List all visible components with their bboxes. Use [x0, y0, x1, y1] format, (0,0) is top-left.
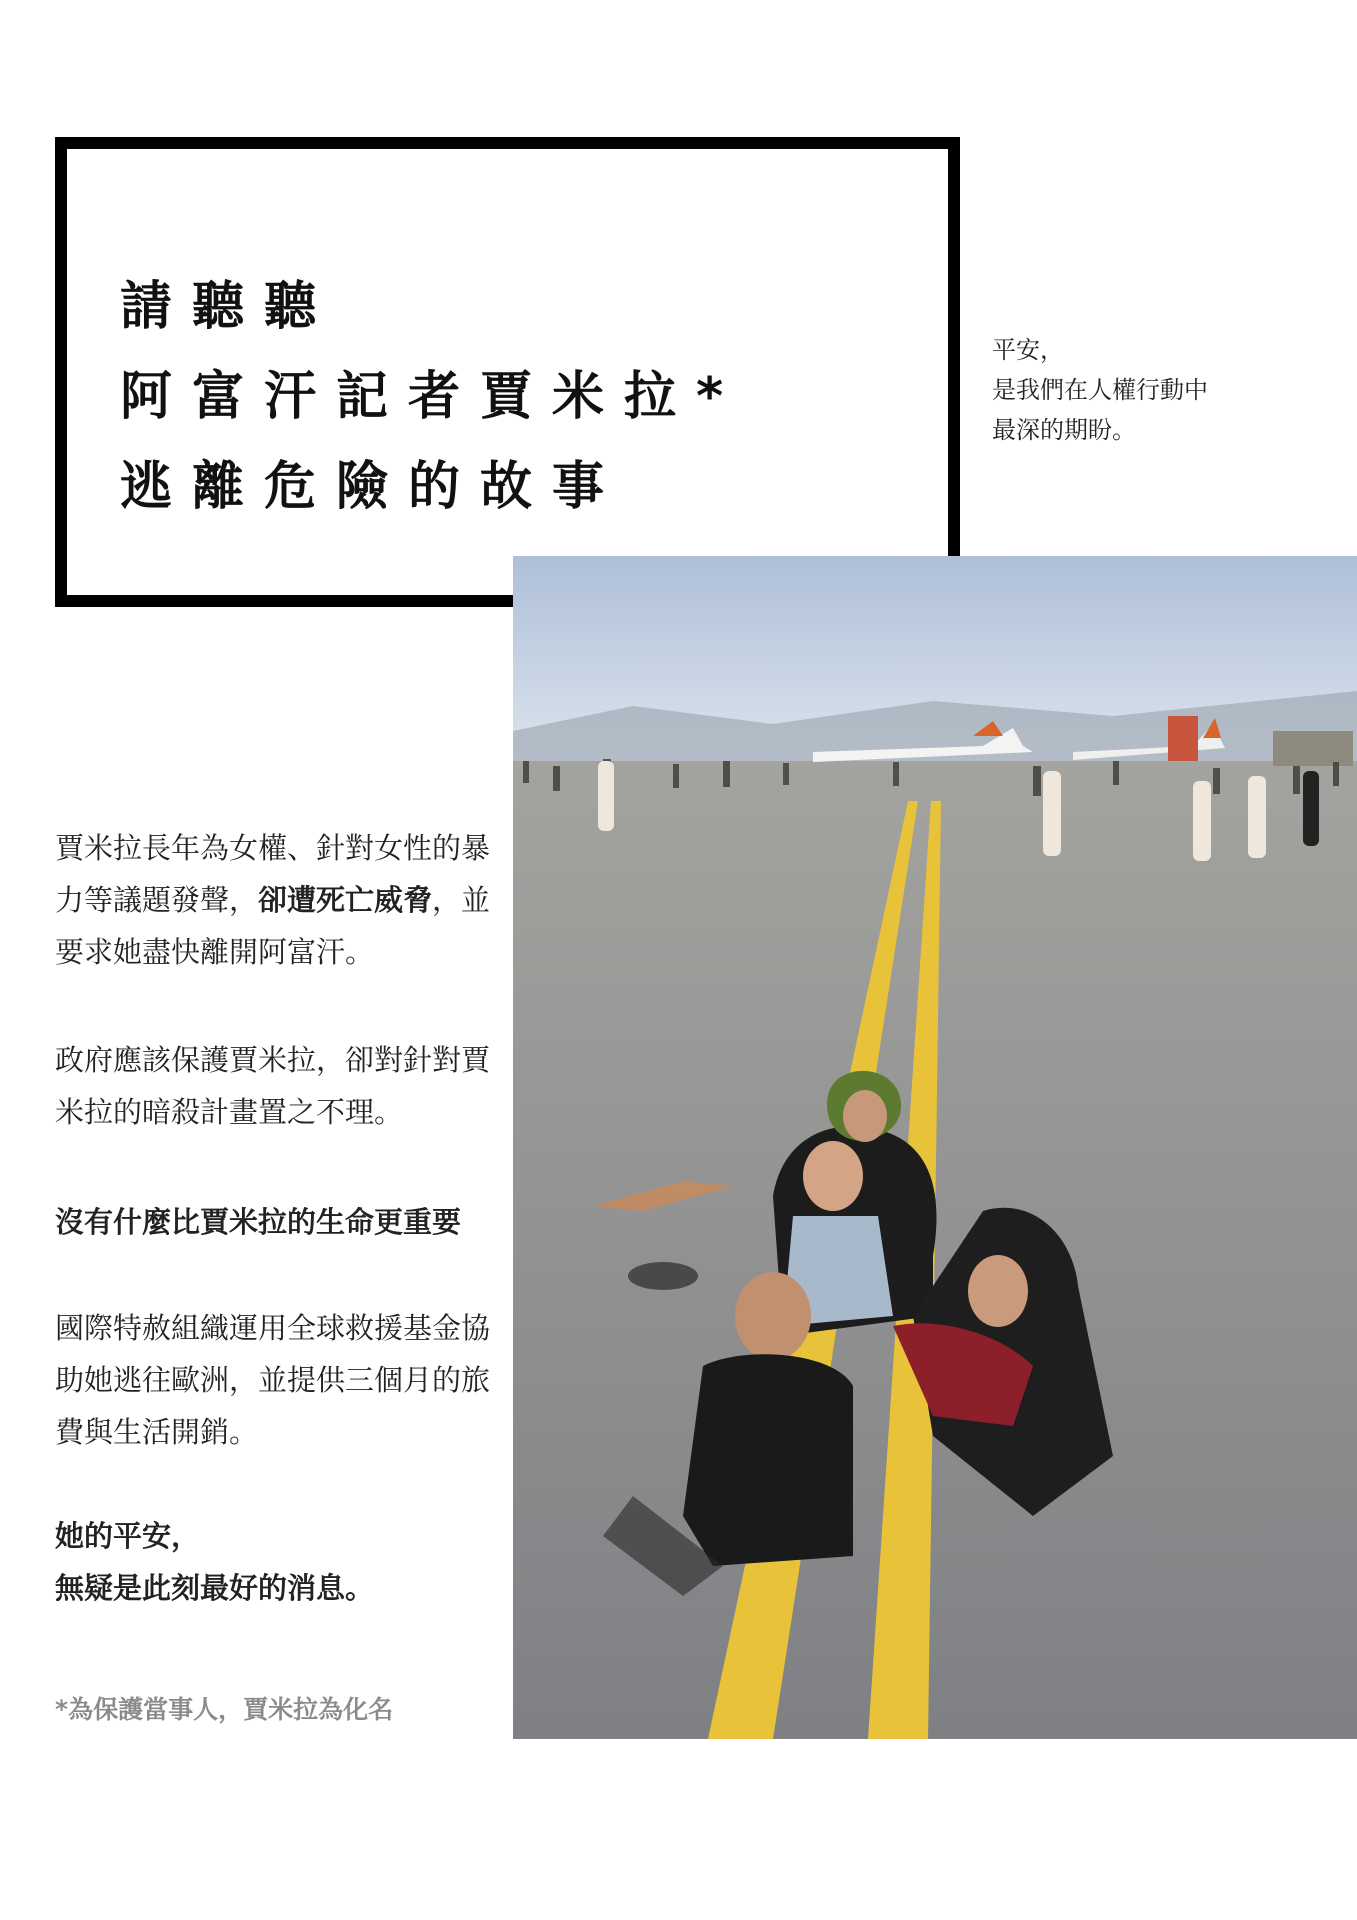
- paragraph-3: [55, 1196, 510, 1248]
- boy-body: [683, 1354, 853, 1566]
- girl-face: [968, 1255, 1028, 1327]
- paragraph-4: [55, 1302, 510, 1458]
- side-note-line-3: 最深的期盼。: [992, 416, 1136, 444]
- side-note: [992, 330, 1208, 450]
- paragraph-5-line-1: 她的平安，: [55, 1519, 201, 1553]
- title-line-3: 逃離危險的故事: [120, 457, 625, 517]
- paragraph-1-emphasis: 卻遭死亡威脅: [258, 883, 433, 917]
- footnote: *為保護當事人，賈米拉為化名: [55, 1695, 394, 1724]
- page-title: [120, 262, 743, 532]
- water-stain: [628, 1262, 698, 1290]
- paragraph-1-text-b: ，並要求她盡快離開阿富汗。: [55, 883, 491, 969]
- paragraph-2-text: 政府應該保護賈米拉，卻對針對賈米拉的暗殺計畫置之不理。: [55, 1043, 491, 1129]
- control-tower: [1168, 716, 1198, 761]
- boy-head: [735, 1272, 811, 1360]
- paragraph-1-text-a: 賈米拉長年為女權、針對女性的暴力等議題發聲，: [55, 831, 491, 917]
- paragraph-2: [55, 1034, 510, 1138]
- paragraph-3-text: 沒有什麼比賈米拉的生命更重要: [55, 1205, 462, 1239]
- toddler-head: [803, 1141, 863, 1211]
- paragraph-5-line-2: 無疑是此刻最好的消息。: [55, 1571, 375, 1605]
- paragraph-1: [55, 822, 510, 978]
- photo-illustration: [513, 556, 1357, 1739]
- title-line-2: 阿富汗記者賈米拉*: [120, 367, 744, 427]
- side-note-line-2: 是我們在人權行動中: [992, 376, 1208, 404]
- side-note-line-1: 平安，: [992, 336, 1064, 364]
- mother-face: [843, 1090, 887, 1142]
- paragraph-5: [55, 1510, 510, 1614]
- airport-runway-photo: [513, 556, 1357, 1739]
- paragraph-4-text: 國際特赦組織運用全球救援基金協助她逃往歐洲，並提供三個月的旅費與生活開銷。: [55, 1311, 491, 1449]
- title-line-1: 請聽聽: [120, 277, 337, 337]
- walker-dark: [1303, 771, 1319, 846]
